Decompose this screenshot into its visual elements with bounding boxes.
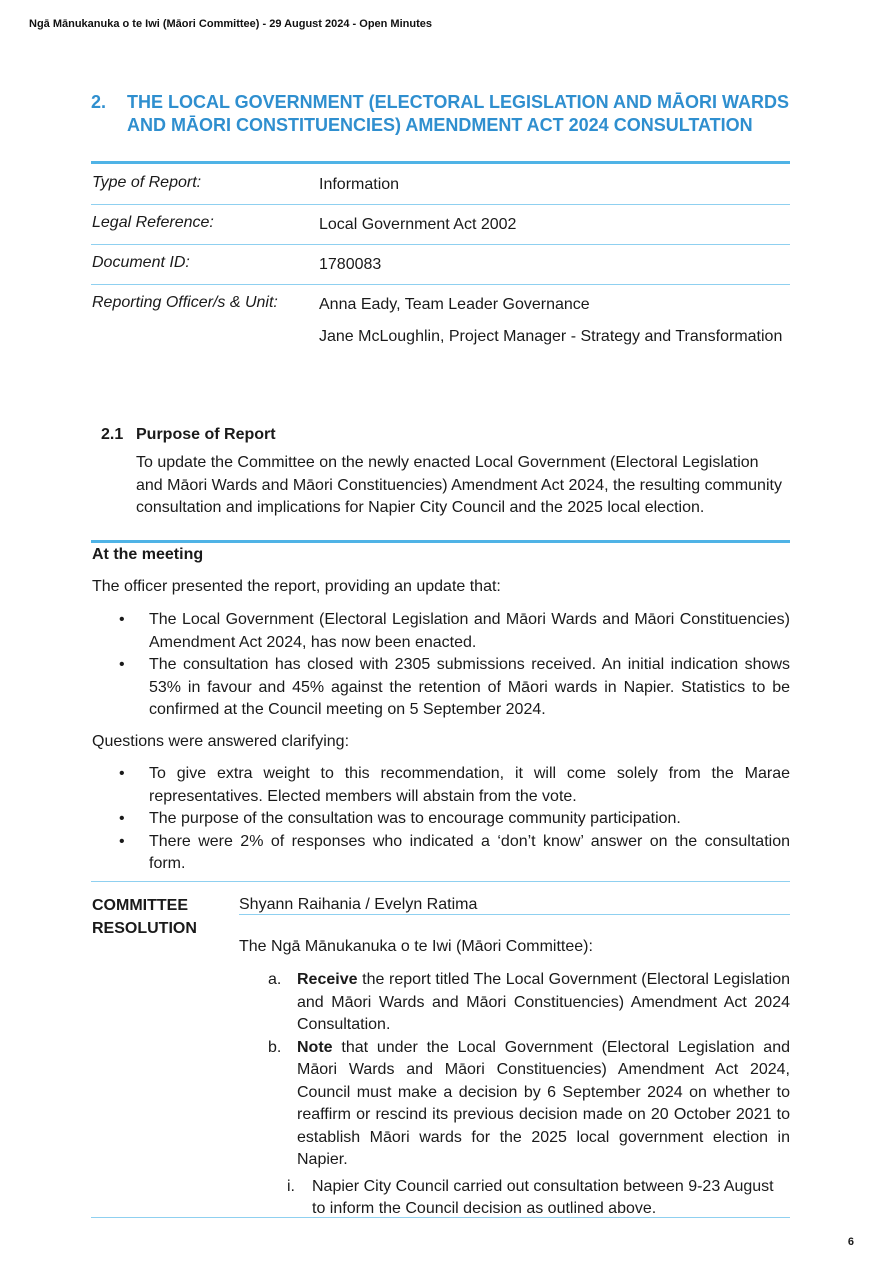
meta-value: 1780083 xyxy=(319,256,382,273)
list-item xyxy=(92,808,790,831)
resolution-item-a xyxy=(239,969,790,1037)
row-divider xyxy=(91,204,790,205)
page-number: 6 xyxy=(847,1236,854,1248)
resolution-divider xyxy=(91,881,790,882)
resolution-label-line: COMMITTEE xyxy=(92,897,188,914)
meta-label: Legal Reference: xyxy=(92,214,214,231)
item-letter: b. xyxy=(268,1038,282,1056)
item-letter: a. xyxy=(268,971,282,988)
meta-label: Document ID: xyxy=(92,254,190,271)
bullet-icon: • xyxy=(119,832,125,850)
purpose-text: To update the Committee on the newly enacted Local Government (Electoral Legislation and Māori Wards and Māori Constituencies) Amendment Act 2024, the resulting community consultation and implications for Napier City Council and the 2025 local election. xyxy=(136,454,782,516)
item-text: that under the Local Government (Electoral Legislation and Māori Wards and Māori Constituencies) Amendment Act 2024, Council must make a decision by 6 September 2024 on whether to reaffirm or rescind its previous decision made on 20 October 2021 to establish Māori wards for the 2025 local government election in Napier. xyxy=(297,1038,790,1168)
bullet-icon: • xyxy=(119,611,125,628)
officer-2: Jane McLoughlin, Project Manager - Strategy and Transformation xyxy=(319,327,783,345)
list-item-text: The consultation has closed with 2305 submissions received. An initial indication shows 53% in favour and 45% against the retention of Māori wards in Napier. Statistics to be confirmed at the Council meeting on 5 September 2024. xyxy=(149,656,790,718)
list-item xyxy=(92,763,790,808)
item-text: the report titled The Local Government (Electoral Legislation and Māori Wards and Māori Constituencies) Amendment Act 2024 Consultation. xyxy=(297,971,790,1033)
resolution-label-line: RESOLUTION xyxy=(92,919,197,937)
resolution-label xyxy=(92,895,222,940)
meeting-intro: The officer presented the report, providing an update that: xyxy=(92,578,501,595)
list-item-text: The Local Government (Electoral Legislation and Māori Wards and Māori Constituencies) Amendment Act 2024, has now been enacted. xyxy=(149,611,790,651)
bullet-icon: • xyxy=(119,656,125,673)
questions-intro: Questions were answered clarifying: xyxy=(92,733,350,750)
update-list xyxy=(92,609,790,722)
row-divider xyxy=(91,244,790,245)
meta-value xyxy=(319,294,789,348)
list-item xyxy=(92,831,790,876)
item-title-text: THE LOCAL GOVERNMENT (ELECTORAL LEGISLATION AND MĀORI WARDS AND MĀORI CONSTITUENCIES) AMENDMENT ACT 2024 CONSULTATION xyxy=(127,92,790,135)
running-header: Ngā Mānukanuka o te Iwi (Māori Committee) - 29 August 2024 - Open Minutes xyxy=(29,18,432,30)
at-meeting-heading: At the meeting xyxy=(92,546,204,563)
resolution-item-b xyxy=(239,1037,790,1172)
committee-name: The Ngā Mānukanuka o te Iwi (Māori Committee): xyxy=(239,938,593,955)
title-divider xyxy=(91,161,790,164)
meta-value: Information xyxy=(319,176,400,193)
list-item xyxy=(92,609,790,654)
bottom-divider xyxy=(91,1217,790,1218)
bullet-icon: • xyxy=(119,810,125,827)
resolution-movers: Shyann Raihania / Evelyn Ratima xyxy=(239,896,478,913)
section-divider xyxy=(91,540,790,543)
meta-value: Local Government Act 2002 xyxy=(319,216,517,233)
question-list xyxy=(92,763,790,876)
meta-label: Type of Report: xyxy=(92,174,202,191)
item-keyword: Note xyxy=(297,1038,333,1056)
resolution-list xyxy=(239,969,790,1221)
bullet-icon: • xyxy=(119,765,125,782)
movers-underline xyxy=(239,914,790,915)
item-number: 2. xyxy=(91,92,107,112)
item-letter: i. xyxy=(287,1177,295,1195)
officer-1: Anna Eady, Team Leader Governance xyxy=(319,296,590,313)
resolution-sub-item-i xyxy=(239,1176,790,1221)
meta-label: Reporting Officer/s & Unit: xyxy=(92,294,278,311)
list-item-text: To give extra weight to this recommendation, it will come solely from the Marae representatives. Elected members will abstain from the vote. xyxy=(149,765,790,805)
item-title xyxy=(91,91,791,136)
list-item-text: There were 2% of responses who indicated a ‘don’t know’ answer on the consultation form. xyxy=(149,832,790,872)
item-keyword: Receive xyxy=(297,971,358,988)
list-item-text: The purpose of the consultation was to encourage community participation. xyxy=(149,810,681,827)
item-text: Napier City Council carried out consultation between 9-23 August to inform the Council decision as outlined above. xyxy=(312,1177,774,1217)
list-item xyxy=(92,654,790,722)
row-divider xyxy=(91,284,790,285)
section-number: 2.1 xyxy=(101,426,124,443)
section-title: Purpose of Report xyxy=(136,426,276,443)
purpose-heading xyxy=(101,426,276,444)
